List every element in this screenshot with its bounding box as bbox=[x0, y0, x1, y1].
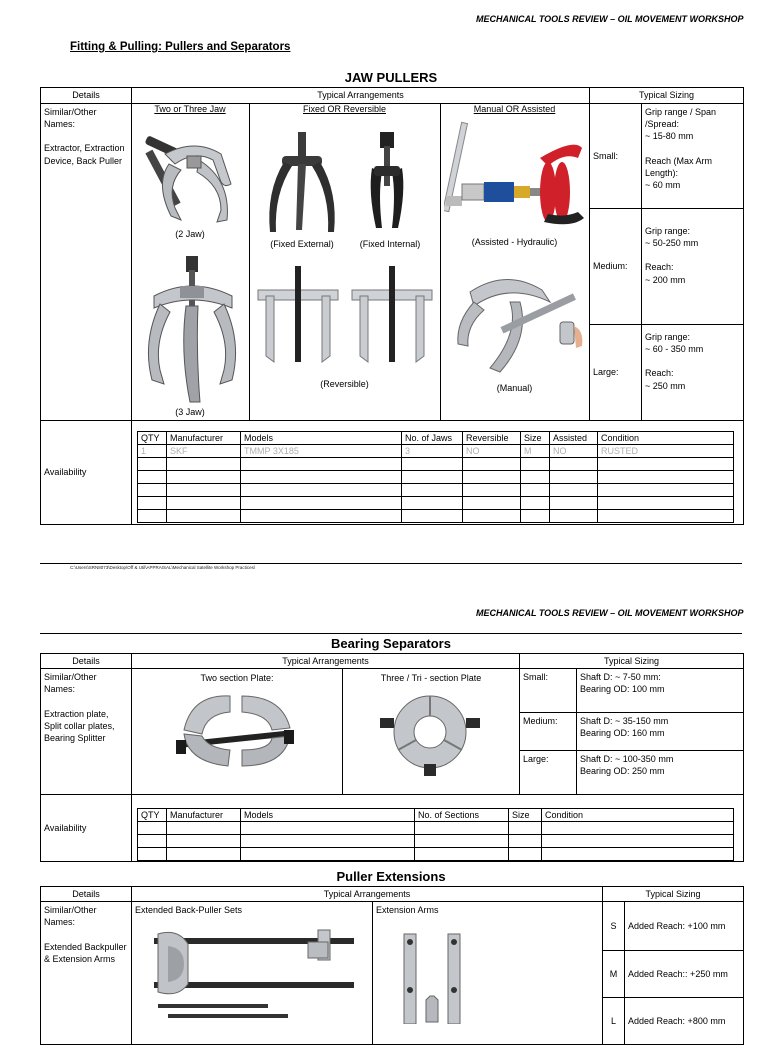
avail-col-qty: QTY bbox=[138, 432, 167, 445]
table-row bbox=[138, 510, 734, 523]
table-row bbox=[138, 848, 734, 861]
table-cell[interactable] bbox=[463, 484, 521, 497]
table-cell[interactable] bbox=[415, 848, 509, 861]
table-cell[interactable] bbox=[241, 835, 415, 848]
table-row bbox=[138, 445, 734, 458]
manual-puller-image bbox=[450, 262, 586, 376]
arr-header-two-three-jaw: Two or Three Jaw bbox=[154, 104, 226, 114]
avail-col-condition: Condition bbox=[598, 432, 734, 445]
bearing-two-section-cell: Two section Plate: bbox=[132, 669, 343, 795]
table-cell[interactable]: RUSTED bbox=[598, 445, 734, 458]
ext-sizing-header: Typical Sizing bbox=[603, 887, 744, 902]
table-cell[interactable]: NO bbox=[463, 445, 521, 458]
bearing-size-large-text: Shaft D: ~ 100-350 mm Bearing OD: 250 mm bbox=[577, 751, 744, 795]
avail-col-qty: QTY bbox=[138, 809, 167, 822]
bearing-availability-table bbox=[137, 808, 734, 861]
jaw-pullers-title: JAW PULLERS bbox=[344, 70, 438, 85]
extended-backpuller-image bbox=[148, 924, 364, 1024]
fixed-internal-puller-image bbox=[362, 132, 412, 232]
three-section-plate-image bbox=[380, 688, 482, 778]
bearing-separators-title: Bearing Separators bbox=[331, 636, 451, 651]
ext-backpuller-cell: Extended Back-Puller Sets bbox=[132, 902, 373, 1045]
two-jaw-puller-image bbox=[135, 124, 247, 230]
table-row bbox=[138, 835, 734, 848]
table-cell[interactable] bbox=[402, 471, 463, 484]
avail-col-models: Models bbox=[241, 809, 415, 822]
caption-two-jaw: (2 Jaw) bbox=[175, 229, 205, 239]
table-cell[interactable]: SKF bbox=[167, 445, 241, 458]
table-cell[interactable] bbox=[550, 458, 598, 471]
table-cell[interactable] bbox=[167, 497, 241, 510]
bearing-sizing-header: Typical Sizing bbox=[520, 654, 744, 669]
jaw-pullers-availability-table bbox=[137, 431, 734, 523]
table-cell[interactable] bbox=[402, 458, 463, 471]
table-cell[interactable] bbox=[138, 458, 167, 471]
table-cell[interactable] bbox=[463, 471, 521, 484]
ext-size-l: L bbox=[603, 998, 625, 1045]
caption-fixed-internal: (Fixed Internal) bbox=[359, 239, 421, 249]
bearing-arrangements-header: Typical Arrangements bbox=[132, 654, 520, 669]
table-row bbox=[138, 471, 734, 484]
table-cell[interactable] bbox=[598, 484, 734, 497]
table-cell[interactable] bbox=[138, 471, 167, 484]
bearing-size-medium: Medium: bbox=[520, 713, 577, 751]
availability-label: Availability bbox=[41, 421, 132, 525]
table-row bbox=[138, 484, 734, 497]
avail-col-condition: Condition bbox=[542, 809, 734, 822]
table-cell[interactable] bbox=[138, 510, 167, 523]
avail-col-manufacturer: Manufacturer bbox=[167, 432, 241, 445]
bearing-size-small-text: Shaft D: ~ 7-50 mm: Bearing OD: 100 mm bbox=[577, 669, 744, 713]
ext-size-s: S bbox=[603, 902, 625, 951]
table-cell[interactable] bbox=[550, 497, 598, 510]
size-large-label: Large: bbox=[590, 325, 642, 421]
table-cell[interactable] bbox=[521, 471, 550, 484]
table-cell[interactable] bbox=[138, 848, 167, 861]
bearing-size-small: Small: bbox=[520, 669, 577, 713]
avail-col-jaws: No. of Jaws bbox=[402, 432, 463, 445]
arr-header-manual-assisted: Manual OR Assisted bbox=[473, 104, 556, 114]
arr-header-fixed-reversible: Fixed OR Reversible bbox=[302, 104, 387, 114]
details-header: Details bbox=[41, 88, 132, 104]
reversible-puller-image-1 bbox=[256, 266, 340, 366]
table-cell[interactable] bbox=[415, 835, 509, 848]
avail-header-row bbox=[138, 809, 734, 822]
table-cell[interactable] bbox=[463, 458, 521, 471]
page2-header: MECHANICAL TOOLS REVIEW – OIL MOVEMENT WORKSHOP bbox=[476, 608, 744, 618]
puller-extensions-table bbox=[40, 886, 744, 1045]
table-cell[interactable] bbox=[509, 835, 542, 848]
table-cell[interactable] bbox=[598, 497, 734, 510]
table-cell[interactable] bbox=[167, 848, 241, 861]
bearing-details-cell: Similar/Other Names: Extraction plate, Split collar plates, Bearing Splitter bbox=[41, 669, 132, 795]
table-cell[interactable] bbox=[542, 848, 734, 861]
caption-hydraulic: (Assisted - Hydraulic) bbox=[471, 237, 558, 247]
table-cell[interactable] bbox=[542, 822, 734, 835]
table-cell[interactable] bbox=[521, 497, 550, 510]
table-cell[interactable] bbox=[138, 822, 167, 835]
table-cell[interactable] bbox=[550, 471, 598, 484]
table-cell[interactable]: TMMP 3X185 bbox=[241, 445, 402, 458]
table-cell[interactable] bbox=[402, 510, 463, 523]
table-cell[interactable] bbox=[241, 510, 402, 523]
ext-arms-cell: Extension Arms bbox=[373, 902, 603, 1045]
avail-col-size: Size bbox=[521, 432, 550, 445]
table-cell[interactable] bbox=[241, 822, 415, 835]
ext-size-l-text: Added Reach: +800 mm bbox=[625, 998, 744, 1045]
caption-fixed-external: (Fixed External) bbox=[270, 239, 334, 249]
table-cell[interactable] bbox=[509, 822, 542, 835]
table-cell[interactable] bbox=[598, 471, 734, 484]
table-cell[interactable] bbox=[138, 497, 167, 510]
three-jaw-puller-image bbox=[140, 252, 244, 408]
table-cell[interactable] bbox=[138, 835, 167, 848]
fixed-external-puller-image bbox=[262, 132, 342, 236]
file-path: C:\Users\SRN8073\Desktop\Off & Util\APPRAISAL\Mechanical Satellite Workshop Practices\ bbox=[70, 565, 256, 570]
avail-col-manufacturer: Manufacturer bbox=[167, 809, 241, 822]
puller-extensions-title: Puller Extensions bbox=[336, 869, 446, 884]
table-cell[interactable] bbox=[167, 484, 241, 497]
table-cell[interactable] bbox=[138, 484, 167, 497]
reversible-puller-image-2 bbox=[350, 266, 434, 366]
ext-size-m-text: Added Reach:: +250 mm bbox=[625, 951, 744, 998]
size-large-text: Grip range: ~ 60 - 350 mm Reach: ~ 250 mm bbox=[642, 325, 744, 421]
table-cell[interactable]: 1 bbox=[138, 445, 167, 458]
page-header: MECHANICAL TOOLS REVIEW – OIL MOVEMENT WORKSHOP bbox=[476, 14, 744, 24]
ext-arrangements-header: Typical Arrangements bbox=[132, 887, 603, 902]
two-section-plate-image bbox=[174, 686, 298, 776]
ext-details-header: Details bbox=[41, 887, 132, 902]
avail-col-reversible: Reversible bbox=[463, 432, 521, 445]
bearing-three-section-cell: Three / Tri - section Plate bbox=[343, 669, 520, 795]
caption-three-jaw: (3 Jaw) bbox=[175, 407, 205, 417]
table-row bbox=[138, 497, 734, 510]
ext-details-cell: Similar/Other Names: Extended Backpuller & Extension Arms bbox=[41, 902, 132, 1045]
bearing-details-header: Details bbox=[41, 654, 132, 669]
avail-col-size: Size bbox=[509, 809, 542, 822]
footer-rule bbox=[40, 563, 742, 564]
table-cell[interactable] bbox=[241, 848, 415, 861]
table-cell[interactable] bbox=[550, 510, 598, 523]
section-title: Fitting & Pulling: Pullers and Separators bbox=[70, 41, 291, 53]
caption-reversible: (Reversible) bbox=[320, 379, 369, 389]
table-cell[interactable] bbox=[415, 822, 509, 835]
ext-size-m: M bbox=[603, 951, 625, 998]
bearing-availability-label: Availability bbox=[41, 795, 132, 862]
table-cell[interactable] bbox=[167, 510, 241, 523]
extension-arms-image bbox=[396, 930, 472, 1024]
table-cell[interactable] bbox=[402, 497, 463, 510]
details-cell: Similar/Other Names: Extractor, Extraction Device, Back Puller bbox=[41, 104, 132, 421]
table-cell[interactable] bbox=[521, 484, 550, 497]
table-cell[interactable] bbox=[241, 484, 402, 497]
table-cell[interactable] bbox=[402, 484, 463, 497]
table-row bbox=[138, 822, 734, 835]
table-row bbox=[138, 458, 734, 471]
hydraulic-puller-image bbox=[444, 118, 586, 228]
bearing-size-large: Large: bbox=[520, 751, 577, 795]
size-medium-text: Grip range: ~ 50-250 mm Reach: ~ 200 mm bbox=[642, 209, 744, 325]
caption-manual: (Manual) bbox=[496, 383, 533, 393]
table-cell[interactable]: 3 bbox=[402, 445, 463, 458]
arrangements-header: Typical Arrangements bbox=[132, 88, 590, 104]
size-small-label: Small: bbox=[590, 104, 642, 209]
table-cell[interactable] bbox=[463, 510, 521, 523]
table-cell[interactable] bbox=[241, 497, 402, 510]
header-rule bbox=[40, 633, 742, 634]
table-cell[interactable] bbox=[167, 822, 241, 835]
table-cell[interactable] bbox=[167, 471, 241, 484]
table-cell[interactable] bbox=[167, 458, 241, 471]
table-cell[interactable]: NO bbox=[550, 445, 598, 458]
table-cell[interactable] bbox=[509, 848, 542, 861]
table-cell[interactable] bbox=[598, 458, 734, 471]
ext-size-s-text: Added Reach: +100 mm bbox=[625, 902, 744, 951]
size-medium-label: Medium: bbox=[590, 209, 642, 325]
table-cell[interactable] bbox=[241, 458, 402, 471]
table-cell[interactable] bbox=[521, 458, 550, 471]
bearing-size-medium-text: Shaft D: ~ 35-150 mm Bearing OD: 160 mm bbox=[577, 713, 744, 751]
table-cell[interactable] bbox=[542, 835, 734, 848]
size-small-text: Grip range / Span /Spread: ~ 15-80 mm Reach (Max Arm Length): ~ 60 mm bbox=[642, 104, 744, 209]
avail-col-models: Models bbox=[241, 432, 402, 445]
table-cell[interactable] bbox=[241, 471, 402, 484]
avail-header-row bbox=[138, 432, 734, 445]
table-cell[interactable]: M bbox=[521, 445, 550, 458]
table-cell[interactable] bbox=[598, 510, 734, 523]
table-cell[interactable] bbox=[167, 835, 241, 848]
table-cell[interactable] bbox=[521, 510, 550, 523]
avail-col-sections: No. of Sections bbox=[415, 809, 509, 822]
table-cell[interactable] bbox=[550, 484, 598, 497]
avail-col-assisted: Assisted bbox=[550, 432, 598, 445]
sizing-header: Typical Sizing bbox=[590, 88, 744, 104]
table-cell[interactable] bbox=[463, 497, 521, 510]
